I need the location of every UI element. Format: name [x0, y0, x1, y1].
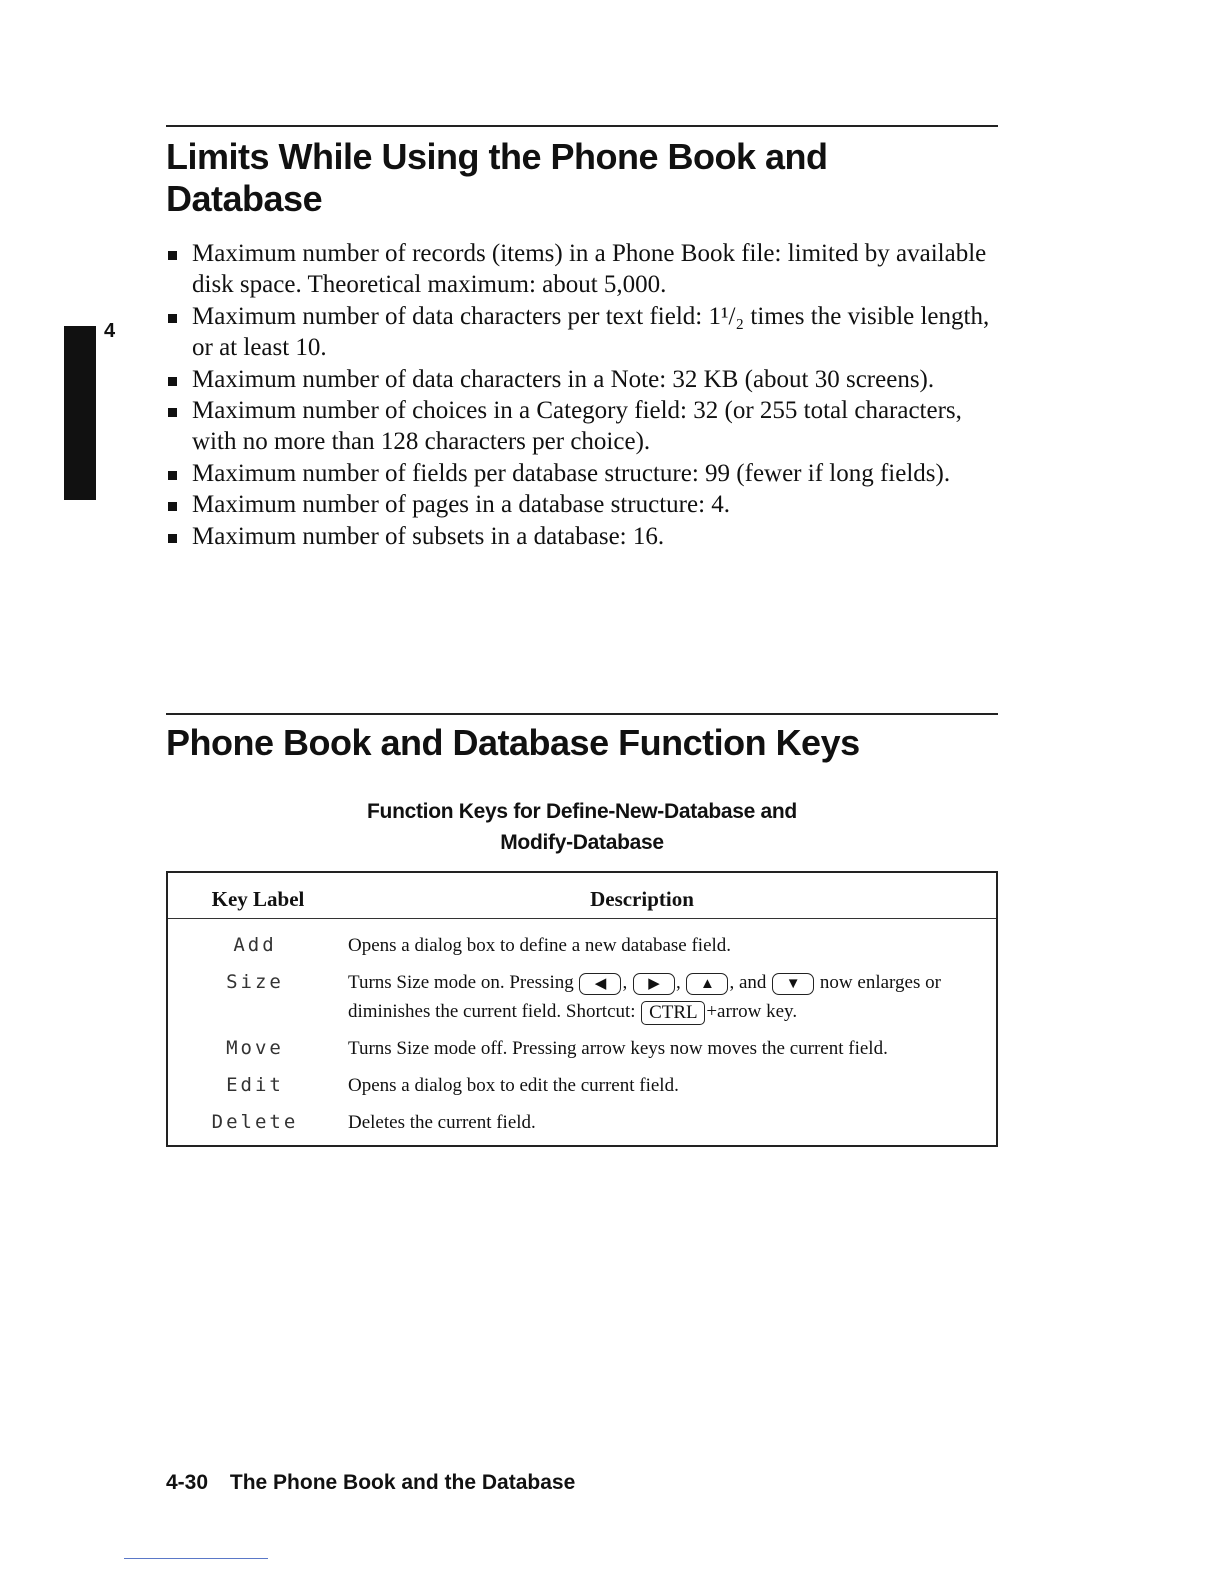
key-label-move: Move	[226, 1037, 284, 1059]
list-item-text: Maximum number of fields per database structure: 99 (fewer if long fields).	[192, 459, 951, 487]
bullet-icon	[168, 377, 177, 386]
scan-edge-line	[124, 1558, 268, 1559]
left-arrow-key-icon: ◀	[579, 973, 621, 995]
description-size-text3: +arrow key.	[706, 1001, 798, 1022]
table-caption-line1: Function Keys for Define-New-Database and	[367, 800, 797, 823]
section-title-limits	[166, 136, 828, 220]
bullet-icon	[168, 314, 177, 323]
key-label-edit: Edit	[226, 1074, 284, 1096]
section-rule	[166, 713, 998, 715]
list-item-text: Maximum number of data characters in a Note: 32 KB (about 30 screens).	[192, 365, 935, 393]
list-item-text: Maximum number of records (items) in a Phone Book file: limited by available disk space. Theoretical maximum: about 5,000.	[192, 240, 987, 299]
table-row	[167, 1030, 997, 1067]
separator-and: , and	[729, 972, 767, 993]
list-item	[166, 458, 1006, 489]
top-rule	[166, 125, 998, 127]
chapter-tab-marker	[64, 326, 96, 500]
key-label-size: Size	[226, 971, 284, 993]
key-label-add: Add	[233, 934, 277, 956]
separator-comma: ,	[675, 972, 681, 993]
list-item	[166, 395, 1006, 458]
bullet-icon	[168, 251, 177, 260]
table-caption	[62, 796, 1102, 858]
column-header-description: Description	[348, 872, 997, 919]
right-arrow-key-icon: ▶	[633, 973, 675, 995]
description-size	[348, 964, 997, 1030]
key-label-delete: Delete	[211, 1111, 299, 1133]
ctrl-key-icon: CTRL	[641, 1001, 705, 1025]
bullet-icon	[168, 471, 177, 480]
list-item-text: Maximum number of choices in a Category field: 32 (or 255 total characters, with no more than 128 characters per choice).	[192, 397, 962, 456]
footer-page-number: 4-30	[166, 1471, 209, 1494]
list-item	[166, 238, 1006, 301]
table-row	[167, 1104, 997, 1146]
list-item-text: Maximum number of data characters per text field: 1¹/₂ times the visible length, or at least 10.	[192, 302, 990, 362]
description-add: Opens a dialog box to define a new database field.	[348, 935, 732, 956]
list-item-text: Maximum number of subsets in a database: 16.	[192, 522, 665, 550]
section-title-limits-line1: Limits While Using the Phone Book and	[166, 136, 828, 177]
bullet-icon	[168, 534, 177, 543]
description-delete: Deletes the current field.	[348, 1112, 536, 1133]
description-edit: Opens a dialog box to edit the current field.	[348, 1075, 679, 1096]
separator-comma: ,	[622, 972, 628, 993]
function-keys-table	[166, 871, 998, 1147]
up-arrow-key-icon: ▲	[686, 973, 728, 995]
description-move: Turns Size mode off. Pressing arrow keys now moves the current field.	[348, 1038, 888, 1059]
description-size-text2: now enlarges or diminishes the current field. Shortcut:	[348, 972, 941, 1022]
limits-list	[166, 238, 1006, 552]
column-header-key-label: Key Label	[167, 872, 348, 919]
section-title-limits-line2: Database	[166, 178, 323, 219]
chapter-tab-number: 4	[104, 320, 116, 342]
table-row	[167, 919, 997, 965]
table-row	[167, 964, 997, 1030]
list-item	[166, 521, 1006, 552]
down-arrow-key-icon: ▼	[772, 973, 814, 995]
section-title-function-keys: Phone Book and Database Function Keys	[166, 722, 860, 763]
table-caption-line2: Modify-Database	[500, 831, 664, 854]
list-item	[166, 301, 1006, 364]
page-footer	[166, 1471, 575, 1495]
footer-chapter-title: The Phone Book and the Database	[229, 1471, 576, 1494]
list-item	[166, 364, 1006, 395]
list-item	[166, 489, 1006, 520]
description-size-text1: Turns Size mode on. Pressing	[348, 972, 574, 993]
list-item-text: Maximum number of pages in a database structure: 4.	[192, 491, 731, 519]
table-row	[167, 1067, 997, 1104]
bullet-icon	[168, 408, 177, 417]
bullet-icon	[168, 502, 177, 511]
table-header-row	[167, 872, 997, 919]
